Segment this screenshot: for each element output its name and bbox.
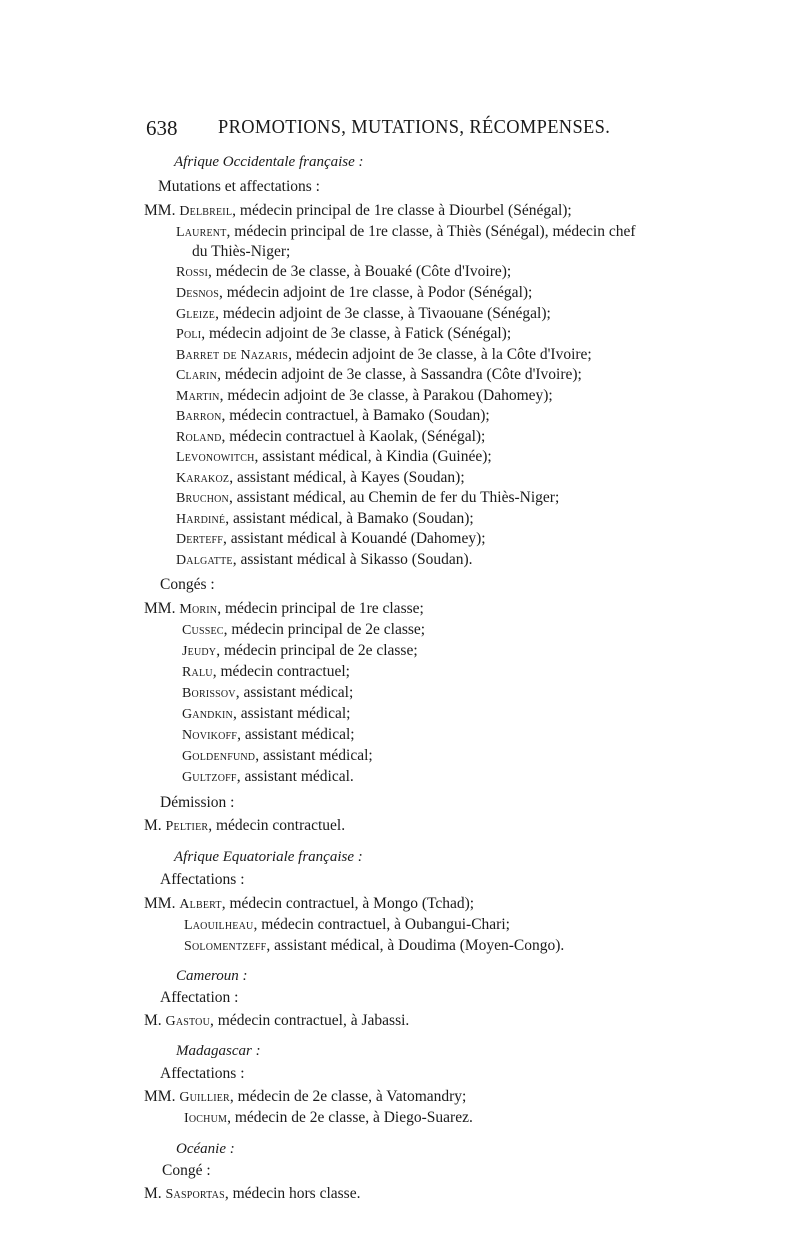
entry-text: , médecin principal de 1re classe à Diourbel (Sénégal); <box>232 202 572 219</box>
entry-text: , assistant médical; <box>235 684 354 701</box>
entry-text: , médecin principal de 1re classe, à Thiès (Sénégal), médecin chef <box>226 223 636 240</box>
m-label: M. <box>144 1012 162 1029</box>
entry-line <box>182 768 354 787</box>
entry-text: , assistant médical; <box>232 705 351 722</box>
section-title-afrique-equatoriale: Afrique Equatoriale française : <box>174 849 363 865</box>
entry-text: , médecin adjoint de 3e classe, à la Côte d'Ivoire; <box>288 346 592 363</box>
person-name: Derteff <box>176 532 224 547</box>
m-label: M. <box>144 1185 162 1202</box>
section-title-madagascar: Madagascar : <box>176 1043 261 1059</box>
entry-line <box>144 1012 409 1031</box>
person-name: Hardiné <box>176 512 226 527</box>
entry-line <box>176 428 485 447</box>
entry-text: , médecin adjoint de 3e classe, à Parakou (Dahomey); <box>219 387 553 404</box>
demission-heading: Démission : <box>160 794 235 811</box>
entry-text: , assistant médical, à Bamako (Soudan); <box>225 510 474 527</box>
mutations-heading: Mutations et affectations : <box>158 178 320 195</box>
person-name: Ralu <box>182 665 213 680</box>
person-name: Gultzoff <box>182 770 237 785</box>
entry-line <box>184 937 564 956</box>
person-name: Goldenfund <box>182 749 256 764</box>
person-name: Barret de Nazaris <box>176 348 289 363</box>
person-name: Desnos <box>176 286 219 301</box>
entry-line <box>176 407 490 426</box>
entry-line <box>176 489 559 508</box>
person-name: Solomentzeff <box>184 939 267 954</box>
person-name: Albert <box>179 897 222 912</box>
entry-line <box>176 223 636 242</box>
section-title-oceanie: Océanie : <box>176 1141 235 1157</box>
entry-line <box>176 305 551 324</box>
person-name: Laouilheau <box>184 918 254 933</box>
affectations-heading: Affectations : <box>160 1065 245 1082</box>
entry-text: , assistant médical, à Doudima (Moyen-Congo). <box>266 937 565 954</box>
entry-line <box>176 387 553 406</box>
person-name: Roland <box>176 430 222 445</box>
entry-line <box>144 600 424 619</box>
entry-line <box>182 684 353 703</box>
entry-line <box>176 510 474 529</box>
person-name: Laurent <box>176 225 227 240</box>
entry-text: , médecin adjoint de 1re classe, à Podor (Sénégal); <box>219 284 533 301</box>
person-name: Clarin <box>176 368 218 383</box>
entry-line <box>182 642 418 661</box>
affectation-heading: Affectation : <box>160 989 239 1006</box>
entry-text: , médecin principal de 1re classe; <box>217 600 424 617</box>
entry-text: , assistant médical, à Kayes (Soudan); <box>229 469 465 486</box>
entry-line <box>144 895 474 914</box>
entry-text: , assistant médical; <box>255 747 373 764</box>
person-name: Rossi <box>176 265 209 280</box>
entry-text: , médecin de 3e classe, à Bouaké (Côte d'Ivoire); <box>208 263 512 280</box>
entry-line <box>176 284 532 303</box>
entry-text: , médecin contractuel, à Mongo (Tchad); <box>221 895 475 912</box>
entry-line <box>182 726 355 745</box>
person-name: Barron <box>176 409 222 424</box>
person-name: Peltier <box>165 819 209 834</box>
entry-line <box>176 325 511 344</box>
entry-text: , assistant médical à Kouandé (Dahomey); <box>223 530 486 547</box>
entry-text: , médecin contractuel. <box>208 817 346 834</box>
entry-text: , médecin contractuel; <box>212 663 350 680</box>
person-name: Poli <box>176 327 202 342</box>
entry-text: , assistant médical, à Kindia (Guinée); <box>254 448 492 465</box>
mm-label: MM. <box>144 600 176 617</box>
section-title-cameroun: Cameroun : <box>176 968 248 984</box>
entry-line <box>176 346 592 365</box>
entry-line <box>176 366 582 385</box>
person-name: Bruchon <box>176 491 229 506</box>
entry-line <box>182 747 373 766</box>
entry-text: , médecin contractuel, à Bamako (Soudan); <box>221 407 490 424</box>
conge-heading: Congé : <box>162 1162 211 1179</box>
entry-line <box>144 1185 360 1204</box>
entry-text: , médecin adjoint de 3e classe, à Sassandra (Côte d'Ivoire); <box>217 366 582 383</box>
entry-line <box>144 1088 466 1107</box>
entry-line <box>176 469 465 488</box>
person-name: Gandkin <box>182 707 233 722</box>
person-name: Sasportas <box>165 1187 225 1202</box>
mm-label: MM. <box>144 895 176 912</box>
person-name: Jeudy <box>182 644 217 659</box>
person-name: Karakoz <box>176 471 230 486</box>
entry-line <box>184 916 510 935</box>
entry-line <box>182 705 350 724</box>
page-header <box>0 116 800 144</box>
entry-line <box>144 817 345 836</box>
entry-text: , médecin principal de 2e classe; <box>216 642 418 659</box>
entry-text: , médecin de 2e classe, à Diego-Suarez. <box>227 1109 473 1126</box>
entry-text: , médecin adjoint de 3e classe, à Tivaouane (Sénégal); <box>215 305 551 322</box>
m-label: M. <box>144 817 162 834</box>
person-name: Gastou <box>165 1014 211 1029</box>
person-name: Cussec <box>182 623 224 638</box>
mm-label: MM. <box>144 202 176 219</box>
entry-line <box>184 1109 473 1128</box>
conges-heading: Congés : <box>160 576 215 593</box>
entry-line <box>176 551 472 570</box>
entry-text: , médecin de 2e classe, à Vatomandry; <box>229 1088 467 1105</box>
person-name: Novikoff <box>182 728 238 743</box>
person-name: Guillier <box>179 1090 230 1105</box>
person-name: Gleize <box>176 307 216 322</box>
entry-text: , médecin contractuel, à Jabassi. <box>210 1012 410 1029</box>
entry-continuation: du Thiès-Niger; <box>192 243 291 260</box>
affectations-heading: Affectations : <box>160 871 245 888</box>
entry-text: , médecin contractuel à Kaolak, (Sénégal); <box>221 428 486 445</box>
entry-text: , assistant médical, au Chemin de fer du Thiès-Niger; <box>228 489 560 506</box>
mm-label: MM. <box>144 1088 176 1105</box>
entry-text: , médecin principal de 2e classe; <box>223 621 426 638</box>
entry-line <box>176 530 486 549</box>
person-name: Morin <box>179 602 218 617</box>
entry-text: , assistant médical. <box>236 768 354 785</box>
section-title-afrique-occidentale: Afrique Occidentale française : <box>174 154 364 170</box>
person-name: Levonowitch <box>176 450 255 465</box>
entry-text: , médecin hors classe. <box>224 1185 361 1202</box>
entry-text: , médecin contractuel, à Oubangui-Chari; <box>253 916 510 933</box>
entry-line <box>176 448 492 467</box>
entry-text: , assistant médical à Sikasso (Soudan). <box>232 551 473 568</box>
entry-line <box>176 263 511 282</box>
person-name: Borissov <box>182 686 236 701</box>
entry-text: , assistant médical; <box>237 726 355 743</box>
page-number: 638 <box>146 116 178 140</box>
person-name: Delbreil <box>179 204 233 219</box>
entry-line <box>182 621 425 640</box>
entry-line <box>144 202 572 221</box>
person-name: Dalgatte <box>176 553 233 568</box>
person-name: Martin <box>176 389 220 404</box>
person-name: Iochum <box>184 1111 228 1126</box>
entry-line <box>182 663 350 682</box>
running-title: PROMOTIONS, MUTATIONS, RÉCOMPENSES. <box>218 116 611 138</box>
entry-text: , médecin adjoint de 3e classe, à Fatick (Sénégal); <box>201 325 512 342</box>
